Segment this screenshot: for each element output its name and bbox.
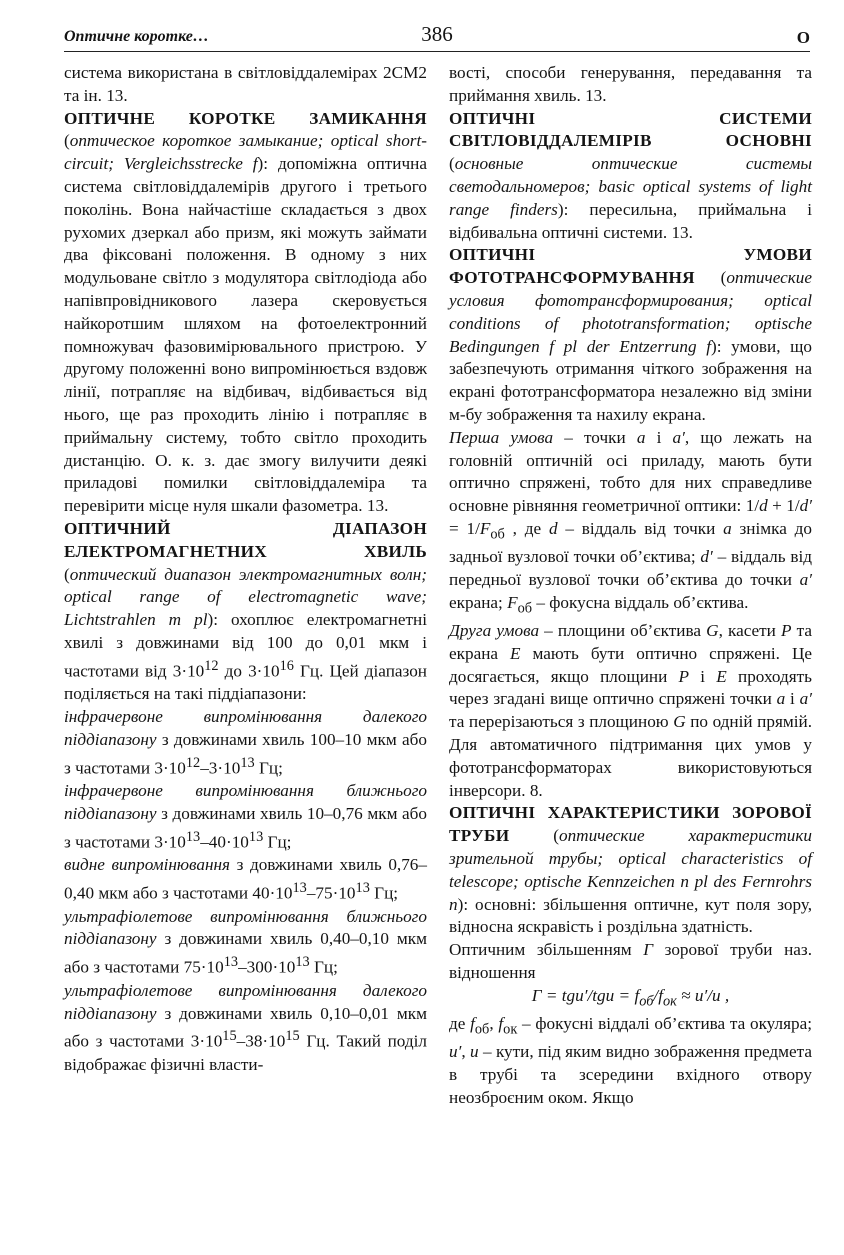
- paragraph: Перша умова – точки a і a′, що лежать на головній оптичній осі приладу, мають бути оптично спряжені, тобто для них справедливе основне рівняння геометричної оптики: $1/d + 1/d' = 1/F_{об}$ , де d – віддаль від точки a знімка до задньої вузлової точки об’єктива; d′ – віддаль від передньої вузлової точки об’єктива до точки a′ екрана; $F_{об}$ – фокусна віддаль об’єктива.: [449, 427, 813, 617]
- page-header: [64, 22, 810, 52]
- paragraph: ОПТИЧНИЙ ДІАПАЗОН ЕЛЕКТРОМАГНЕТНИХ ХВИЛЬ (оптический диапазон электромагнитных волн; optical range of electromagnetic wave; Lichtstrahlen m pl): охоплює електромагнетні хвилі з довжинами від 100 до 0,01 мкм і частотами від $3\cdot 10^{12}$ до $3\cdot 10^{16}$ Гц. Цей діапазон поділяється на такі піддіапазони:: [64, 518, 428, 704]
- paragraph: де $f_{об}$, $f_{ок}$ – фокусні віддалі об’єктива та окуляра; u′, u – кути, під яким видно зображення предмета в трубі та зсередини вхідного отвору неозброєним оком. Якщо: [449, 1013, 813, 1107]
- paragraph: ультрафіолетове випромінювання ближнього піддіапазону з довжинами хвиль 0,40–0,10 мкм або з частотами $75\cdot 10^{13}-300\cdot 10^{13}$ Гц;: [64, 906, 427, 977]
- page-number: 386: [421, 22, 453, 46]
- paragraph: інфрачервоне випромінювання далекого піддіапазону з довжинами хвиль 100–10 мкм або з частотами $3\cdot 10^{12}-3\cdot 10^{13}$ Гц;: [64, 707, 427, 778]
- paragraph: ОПТИЧНЕ КОРОТКЕ ЗАМИКАННЯ (оптическое короткое замыкание; optical short-circuit; Vergleichsstrecke f): допоміжна оптична система світловіддалемірів другого і третього поколінь. Вона найчастіше складається з двох рухомих дзеркал або призм, які можуть займати два фіксовані положення. В одному з них модульоване світло з модулятора світлодіода або напівпровідникового лазера скеровується найкоротшим шляхом на фотоелектронний помножувач фазовимірювального пристрою. У другому положенні воно випромінюється вздовж лінії, потрапляє на відбивач, відбивається від нього, ще раз проходить лінію і потрапляє в приймальну систему, тобто світло проходить дистанцію. О. к. з. дає змогу вилучити деякі приладові помилки світловіддалеміра та перевірити місце нуля шкали фазометра. 13.: [64, 108, 427, 516]
- paragraph: Друга умова – площини об’єктива G, касети P та екрана E мають бути оптично спряжені. Це досягається, якщо площини P і E проходять через згадані вище оптично спряжені точки a і a′ та перерізаються з площиною G по одній прямій. Для автоматичного підтримання цих умов у фототрансформаторах використовуються інверсори. 8.: [449, 621, 812, 800]
- paragraph: ОПТИЧНІ СИСТЕМИ СВІТЛОВІДДАЛЕМІРІВ ОСНОВНІ (основные оптические системы светодальномеров; basic optical systems of light range finders): пересильна, приймальна і відбивальна оптичні системи. 13.: [449, 108, 812, 242]
- formula: $Г = tgu'/tgu = f_{об}/f_{ок} \approx u'/u$ ,: [531, 985, 730, 1010]
- paragraph: видне випромінювання з довжинами хвиль 0,76–0,40 мкм або з частотами $40\cdot 10^{13}-75\cdot 10^{13}$ Гц;: [64, 855, 427, 903]
- paragraph: вості, способи генерування, передавання та приймання хвиль. 13.: [449, 63, 812, 105]
- running-head-title: Оптичне коротке…: [64, 28, 209, 45]
- paragraph: інфрачервоне випромінювання ближнього піддіапазону з довжинами хвиль 10–0,76 мкм або з частотами $3\cdot 10^{13}-40\cdot 10^{13}$ Гц;: [64, 781, 427, 852]
- paragraph: ОПТИЧНІ ХАРАКТЕРИСТИКИ ЗОРОВОЇ ТРУБИ (оптические характеристики зрительной трубы; optical characteristics of telescope; optische Kennzeichen n pl des Fernrohrs n): основні: збільшення оптичне, кут поля зору, відносна яскравість і роздільна здатність.: [449, 803, 812, 937]
- paragraph: ОПТИЧНІ УМОВИ ФОТОТРАНСФОРМУВАННЯ (оптические условия фототрансформирования; optical conditions of phototransformation; optische Bedingungen f pl der Entzerrung f): умови, що забезпечують отримання чіткого зображення на екрані фототрансформатора незалежно від зміни м-бу зображення та нахилу екрана.: [449, 245, 812, 424]
- paragraph: система використана в світловіддалемірах 2СМ2 та ін. 13.: [64, 63, 427, 105]
- right-column: [449, 62, 812, 1110]
- section-letter: О: [796, 28, 810, 47]
- paragraph: Оптичним збільшенням Г зорової труби наз. відношення: [449, 940, 812, 982]
- header-rule: [64, 51, 810, 52]
- paragraph: ультрафіолетове випромінювання далекого піддіапазону з довжинами хвиль 0,10–0,01 мкм або з частотами $3\cdot 10^{15}-38\cdot 10^{15}$ Гц. Такий поділ відображає фізичні власти-: [64, 980, 427, 1074]
- left-column: [64, 62, 427, 1077]
